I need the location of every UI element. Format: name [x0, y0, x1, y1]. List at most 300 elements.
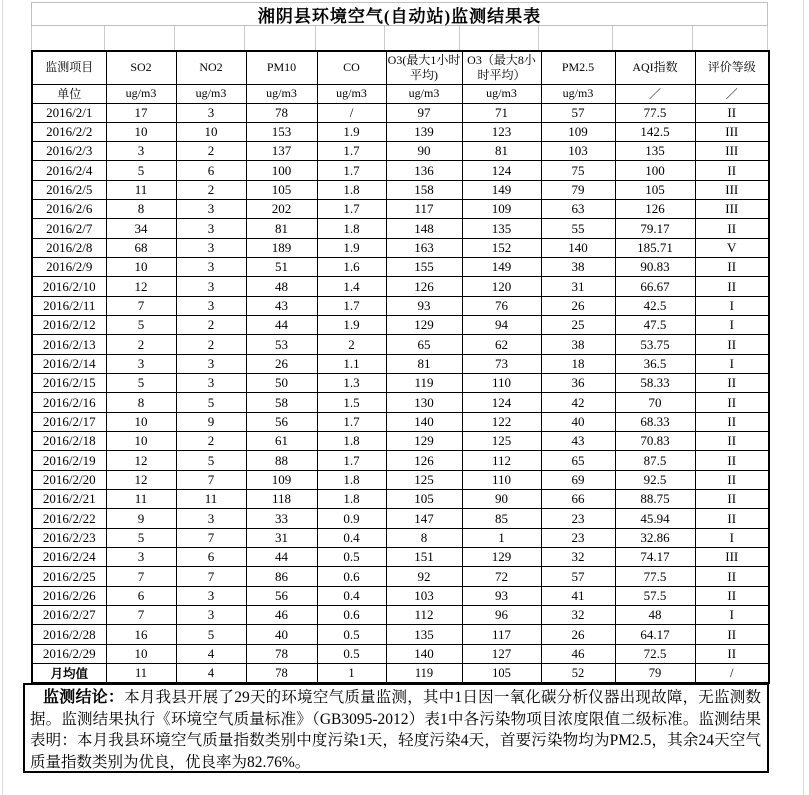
value-cell: 9	[176, 412, 246, 431]
col-header-0: 监测项目	[32, 51, 106, 84]
value-cell: 139	[386, 122, 462, 141]
value-cell: II	[695, 470, 769, 489]
value-cell: 68.33	[615, 412, 695, 431]
value-cell: 1.9	[317, 238, 386, 257]
value-cell: V	[695, 238, 769, 257]
date-cell: 2016/2/16	[32, 393, 106, 412]
value-cell: 1.8	[317, 432, 386, 451]
value-cell: I	[695, 606, 769, 625]
col-header-5: O3(最大1小时平均)	[386, 51, 462, 84]
value-cell: II	[695, 644, 769, 663]
value-cell: 69	[541, 470, 615, 489]
value-cell: 47.5	[615, 316, 695, 335]
empty-cell	[32, 26, 105, 50]
date-cell: 2016/2/29	[32, 644, 106, 663]
col-header-1: SO2	[106, 51, 176, 84]
value-cell: 185.71	[615, 238, 695, 257]
value-cell: 6	[176, 161, 246, 180]
table-row	[32, 122, 769, 141]
value-cell: 78	[246, 644, 317, 663]
value-cell: 1.9	[317, 122, 386, 141]
value-cell: 109	[541, 122, 615, 141]
value-cell: 109	[462, 200, 541, 219]
page-title: 湘阴县环境空气(自动站)监测结果表	[31, 2, 768, 26]
value-cell: 135	[462, 219, 541, 238]
value-cell: 33	[246, 509, 317, 528]
value-cell: 127	[462, 644, 541, 663]
value-cell: 56	[246, 586, 317, 605]
value-cell: I	[695, 296, 769, 315]
value-cell: 75	[541, 161, 615, 180]
empty-cell	[613, 26, 693, 50]
value-cell: 3	[176, 354, 246, 373]
value-cell: II	[695, 567, 769, 586]
value-cell: 38	[541, 258, 615, 277]
unit-cell: ug/m3	[317, 84, 386, 103]
conclusion-box	[23, 683, 769, 773]
value-cell: 77.5	[615, 567, 695, 586]
summary-value-cell: 11	[106, 664, 176, 684]
value-cell: 103	[386, 586, 462, 605]
value-cell: 1.8	[317, 490, 386, 509]
empty-cell	[693, 26, 767, 50]
date-cell: 2016/2/7	[32, 219, 106, 238]
date-cell: 2016/2/2	[32, 122, 106, 141]
value-cell: 5	[176, 451, 246, 470]
table-row	[32, 142, 769, 161]
table-row	[32, 490, 769, 509]
value-cell: 112	[462, 451, 541, 470]
value-cell: 50	[246, 374, 317, 393]
value-cell: 11	[176, 490, 246, 509]
value-cell: 48	[246, 277, 317, 296]
value-cell: 119	[386, 374, 462, 393]
value-cell: 137	[246, 142, 317, 161]
date-cell: 2016/2/9	[32, 258, 106, 277]
empty-spacer-row	[31, 26, 768, 50]
value-cell: 32	[541, 548, 615, 567]
value-cell: 4	[176, 644, 246, 663]
value-cell: II	[695, 258, 769, 277]
value-cell: 1.9	[317, 316, 386, 335]
value-cell: 88	[246, 451, 317, 470]
value-cell: 147	[386, 509, 462, 528]
value-cell: 90.83	[615, 258, 695, 277]
value-cell: 126	[386, 451, 462, 470]
table-row	[32, 354, 769, 373]
col-header-3: PM10	[246, 51, 317, 84]
value-cell: 3	[176, 277, 246, 296]
value-cell: 117	[462, 625, 541, 644]
value-cell: 105	[615, 180, 695, 199]
value-cell: 124	[462, 393, 541, 412]
value-cell: 73	[462, 354, 541, 373]
value-cell: III	[695, 200, 769, 219]
value-cell: 126	[615, 200, 695, 219]
value-cell: 66.67	[615, 277, 695, 296]
table-row	[32, 296, 769, 315]
value-cell: II	[695, 103, 769, 122]
value-cell: 142.5	[615, 122, 695, 141]
value-cell: 1.4	[317, 277, 386, 296]
value-cell: 36.5	[615, 354, 695, 373]
value-cell: 1.1	[317, 354, 386, 373]
value-cell: II	[695, 490, 769, 509]
value-cell: 7	[106, 567, 176, 586]
value-cell: 10	[176, 122, 246, 141]
value-cell: 45.94	[615, 509, 695, 528]
value-cell: 90	[462, 490, 541, 509]
value-cell: II	[695, 374, 769, 393]
value-cell: 1.3	[317, 374, 386, 393]
date-cell: 2016/2/27	[32, 606, 106, 625]
value-cell: 8	[106, 200, 176, 219]
value-cell: 44	[246, 548, 317, 567]
value-cell: 26	[246, 354, 317, 373]
date-cell: 2016/2/15	[32, 374, 106, 393]
value-cell: 53.75	[615, 335, 695, 354]
value-cell: 6	[176, 548, 246, 567]
value-cell: 6	[106, 586, 176, 605]
summary-value-cell: 79	[615, 664, 695, 684]
value-cell: 46	[541, 644, 615, 663]
unit-cell: ／	[615, 84, 695, 103]
value-cell: 18	[541, 354, 615, 373]
value-cell: 3	[176, 219, 246, 238]
value-cell: 34	[106, 219, 176, 238]
value-cell: II	[695, 432, 769, 451]
value-cell: III	[695, 142, 769, 161]
value-cell: 63	[541, 200, 615, 219]
value-cell: 1.7	[317, 200, 386, 219]
table-row	[32, 316, 769, 335]
table-row	[32, 644, 769, 663]
value-cell: 155	[386, 258, 462, 277]
value-cell: 96	[462, 606, 541, 625]
value-cell: 68	[106, 238, 176, 257]
value-cell: 10	[106, 412, 176, 431]
value-cell: 124	[462, 161, 541, 180]
value-cell: 32.86	[615, 528, 695, 547]
value-cell: 1.7	[317, 296, 386, 315]
value-cell: 125	[386, 470, 462, 489]
value-cell: 3	[176, 103, 246, 122]
value-cell: 109	[246, 470, 317, 489]
table-row	[32, 258, 769, 277]
value-cell: 158	[386, 180, 462, 199]
value-cell: 62	[462, 335, 541, 354]
table-row	[32, 432, 769, 451]
value-cell: 2	[176, 180, 246, 199]
value-cell: 40	[541, 412, 615, 431]
value-cell: 8	[106, 393, 176, 412]
value-cell: 41	[541, 586, 615, 605]
value-cell: 5	[106, 374, 176, 393]
value-cell: 125	[462, 432, 541, 451]
value-cell: 0.6	[317, 606, 386, 625]
value-cell: 3	[176, 509, 246, 528]
value-cell: 140	[541, 238, 615, 257]
value-cell: 51	[246, 258, 317, 277]
unit-cell: ug/m3	[246, 84, 317, 103]
value-cell: 12	[106, 470, 176, 489]
empty-cell	[539, 26, 613, 50]
value-cell: 189	[246, 238, 317, 257]
table-row	[32, 393, 769, 412]
page-edge-line-left	[2, 0, 3, 795]
value-cell: 3	[106, 142, 176, 161]
value-cell: 3	[176, 374, 246, 393]
value-cell: 117	[386, 200, 462, 219]
value-cell: 72	[462, 567, 541, 586]
conclusion-paragraph	[30, 687, 761, 773]
value-cell: 57.5	[615, 586, 695, 605]
value-cell: 42.5	[615, 296, 695, 315]
summary-value-cell: 4	[176, 664, 246, 684]
table-row	[32, 277, 769, 296]
value-cell: 110	[462, 374, 541, 393]
value-cell: III	[695, 122, 769, 141]
value-cell: 74.17	[615, 548, 695, 567]
value-cell: 61	[246, 432, 317, 451]
table-row	[32, 200, 769, 219]
date-cell: 2016/2/6	[32, 200, 106, 219]
value-cell: 53	[246, 335, 317, 354]
value-cell: 97	[386, 103, 462, 122]
unit-cell: ug/m3	[386, 84, 462, 103]
value-cell: 72.5	[615, 644, 695, 663]
value-cell: I	[695, 316, 769, 335]
table-row	[32, 180, 769, 199]
value-cell: 8	[386, 528, 462, 547]
value-cell: 26	[541, 625, 615, 644]
value-cell: 57	[541, 103, 615, 122]
summary-value-cell: 78	[246, 664, 317, 684]
date-cell: 2016/2/24	[32, 548, 106, 567]
value-cell: 5	[106, 316, 176, 335]
value-cell: 202	[246, 200, 317, 219]
value-cell: 1.7	[317, 412, 386, 431]
value-cell: 135	[386, 625, 462, 644]
value-cell: 3	[176, 238, 246, 257]
value-cell: 79	[541, 180, 615, 199]
value-cell: 112	[386, 606, 462, 625]
value-cell: 0.5	[317, 644, 386, 663]
col-header-2: NO2	[176, 51, 246, 84]
unit-cell: ug/m3	[541, 84, 615, 103]
value-cell: 43	[541, 432, 615, 451]
value-cell: 0.9	[317, 509, 386, 528]
value-cell: 7	[176, 528, 246, 547]
value-cell: 43	[246, 296, 317, 315]
summary-row	[32, 664, 769, 684]
summary-value-cell: 119	[386, 664, 462, 684]
value-cell: 88.75	[615, 490, 695, 509]
value-cell: 66	[541, 490, 615, 509]
monitoring-table	[31, 50, 770, 684]
value-cell: 94	[462, 316, 541, 335]
value-cell: 26	[541, 296, 615, 315]
value-cell: 1.7	[317, 142, 386, 161]
value-cell: 65	[386, 335, 462, 354]
value-cell: 12	[106, 451, 176, 470]
value-cell: 23	[541, 509, 615, 528]
table-row	[32, 412, 769, 431]
value-cell: 42	[541, 393, 615, 412]
value-cell: 81	[386, 354, 462, 373]
value-cell: 93	[462, 586, 541, 605]
value-cell: 2	[176, 142, 246, 161]
value-cell: 0.4	[317, 586, 386, 605]
value-cell: 152	[462, 238, 541, 257]
value-cell: 92	[386, 567, 462, 586]
value-cell: II	[695, 412, 769, 431]
value-cell: II	[695, 335, 769, 354]
col-header-7: PM2.5	[541, 51, 615, 84]
value-cell: II	[695, 277, 769, 296]
value-cell: I	[695, 354, 769, 373]
value-cell: 12	[106, 277, 176, 296]
value-cell: 105	[246, 180, 317, 199]
table-row	[32, 374, 769, 393]
value-cell: 17	[106, 103, 176, 122]
date-cell: 2016/2/13	[32, 335, 106, 354]
value-cell: 0.4	[317, 528, 386, 547]
col-header-8: AQI指数	[615, 51, 695, 84]
value-cell: /	[317, 103, 386, 122]
date-cell: 2016/2/28	[32, 625, 106, 644]
table-row	[32, 548, 769, 567]
value-cell: 129	[462, 548, 541, 567]
value-cell: 31	[541, 277, 615, 296]
value-cell: 32	[541, 606, 615, 625]
value-cell: 70	[615, 393, 695, 412]
table-row	[32, 103, 769, 122]
table-row	[32, 606, 769, 625]
table-body	[32, 103, 769, 683]
value-cell: 149	[462, 180, 541, 199]
value-cell: 126	[386, 277, 462, 296]
value-cell: 135	[615, 142, 695, 161]
value-cell: 10	[106, 258, 176, 277]
value-cell: 70.83	[615, 432, 695, 451]
empty-cell	[175, 26, 245, 50]
value-cell: 105	[386, 490, 462, 509]
value-cell: 31	[246, 528, 317, 547]
value-cell: 140	[386, 412, 462, 431]
date-cell: 2016/2/3	[32, 142, 106, 161]
value-cell: 129	[386, 316, 462, 335]
table-row	[32, 451, 769, 470]
value-cell: 1.6	[317, 258, 386, 277]
value-cell: 1.7	[317, 451, 386, 470]
value-cell: 3	[176, 200, 246, 219]
value-cell: 5	[106, 161, 176, 180]
summary-value-cell: /	[695, 664, 769, 684]
value-cell: 5	[176, 625, 246, 644]
value-cell: 85	[462, 509, 541, 528]
value-cell: 130	[386, 393, 462, 412]
value-cell: 3	[176, 258, 246, 277]
value-cell: 2	[176, 432, 246, 451]
value-cell: 11	[106, 180, 176, 199]
value-cell: 7	[176, 470, 246, 489]
value-cell: II	[695, 451, 769, 470]
value-cell: 5	[176, 393, 246, 412]
value-cell: 16	[106, 625, 176, 644]
col-header-6: O3（最大8小时平均）	[462, 51, 541, 84]
table-row	[32, 509, 769, 528]
value-cell: 1.7	[317, 161, 386, 180]
value-cell: 0.5	[317, 625, 386, 644]
value-cell: II	[695, 625, 769, 644]
value-cell: 64.17	[615, 625, 695, 644]
summary-value-cell: 105	[462, 664, 541, 684]
value-cell: II	[695, 161, 769, 180]
value-cell: 3	[106, 354, 176, 373]
date-cell: 2016/2/12	[32, 316, 106, 335]
value-cell: 153	[246, 122, 317, 141]
date-cell: 2016/2/8	[32, 238, 106, 257]
date-cell: 2016/2/18	[32, 432, 106, 451]
value-cell: 7	[106, 296, 176, 315]
col-header-9: 评价等级	[695, 51, 769, 84]
value-cell: 79.17	[615, 219, 695, 238]
value-cell: 25	[541, 316, 615, 335]
value-cell: 44	[246, 316, 317, 335]
value-cell: 58.33	[615, 374, 695, 393]
value-cell: 0.6	[317, 567, 386, 586]
table-row	[32, 470, 769, 489]
table-row	[32, 219, 769, 238]
value-cell: 151	[386, 548, 462, 567]
value-cell: 136	[386, 161, 462, 180]
value-cell: 3	[176, 586, 246, 605]
date-cell: 2016/2/19	[32, 451, 106, 470]
date-cell: 2016/2/17	[32, 412, 106, 431]
empty-cell	[245, 26, 316, 50]
summary-value-cell: 52	[541, 664, 615, 684]
date-cell: 2016/2/1	[32, 103, 106, 122]
value-cell: 1.8	[317, 470, 386, 489]
value-cell: 1.8	[317, 219, 386, 238]
value-cell: III	[695, 180, 769, 199]
value-cell: 58	[246, 393, 317, 412]
value-cell: 1.5	[317, 393, 386, 412]
unit-cell: 单位	[32, 84, 106, 103]
value-cell: 38	[541, 335, 615, 354]
value-cell: 56	[246, 412, 317, 431]
value-cell: 110	[462, 470, 541, 489]
value-cell: 7	[176, 567, 246, 586]
date-cell: 2016/2/11	[32, 296, 106, 315]
value-cell: II	[695, 393, 769, 412]
value-cell: 65	[541, 451, 615, 470]
col-header-4: CO	[317, 51, 386, 84]
table-row	[32, 238, 769, 257]
header-row	[32, 51, 769, 84]
value-cell: 103	[541, 142, 615, 161]
date-cell: 2016/2/4	[32, 161, 106, 180]
value-cell: 1	[462, 528, 541, 547]
summary-value-cell: 1	[317, 664, 386, 684]
conclusion-text: 本月我县开展了29天的环境空气质量监测，其中1日因一氧化碳分析仪器出现故障，无监测数据。监测结果执行《环境空气质量标准》（GB3095-2012）表1中各污染物项目浓度限值二级标准。监测结果表明：本月我县环境空气质量指数类别中度污染1天，轻度污染4天，首要污染物均为PM2.5，其余24天空气质量指数类别为优良，优良率为82.76%。	[30, 689, 761, 771]
value-cell: 123	[462, 122, 541, 141]
value-cell: 93	[386, 296, 462, 315]
empty-cell	[460, 26, 539, 50]
value-cell: 90	[386, 142, 462, 161]
value-cell: 100	[246, 161, 317, 180]
